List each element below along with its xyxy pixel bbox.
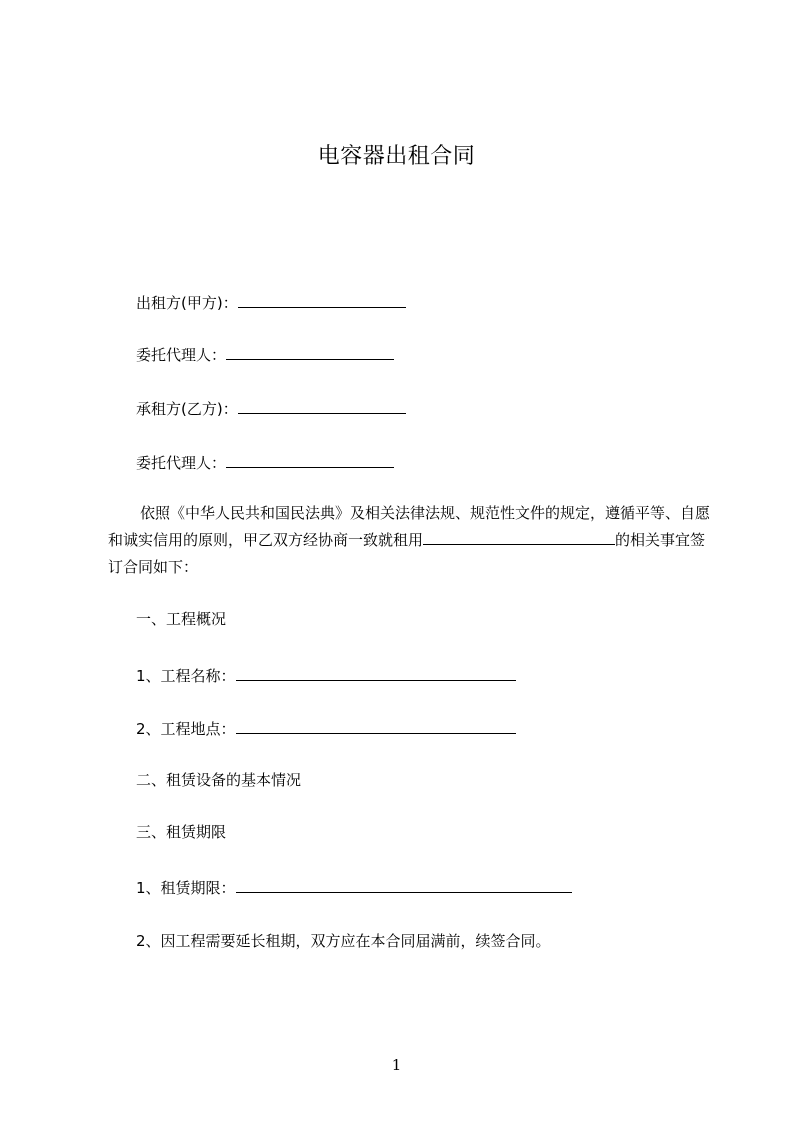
lease-extension-clause: 2、因工程需要延长租期，双方应在本合同届满前，续签合同。: [136, 932, 551, 950]
lessor-line: [136, 290, 406, 314]
lessor-blank[interactable]: [238, 290, 406, 308]
project-location-blank[interactable]: [236, 716, 516, 734]
project-location-label: 2、工程地点：: [136, 720, 236, 738]
project-name-label: 1、工程名称：: [136, 667, 236, 685]
lessee-agent-label: 委托代理人：: [136, 454, 227, 472]
lessee-line: [136, 396, 406, 420]
lessee-agent-blank[interactable]: [226, 450, 394, 468]
project-location-line: [136, 716, 516, 740]
lessor-agent-label: 委托代理人：: [136, 346, 227, 364]
lessor-label: 出租方(甲方)：: [136, 294, 238, 312]
project-name-line: [136, 663, 516, 687]
rental-item-blank[interactable]: [423, 527, 615, 545]
preamble-part1: 依照《中华人民共和国民法典》及相关法律法规、规范性文件的规定，遵循平等、自愿和诚实信用的原则，甲乙双方经协商一致就租用: [108, 504, 711, 549]
project-name-blank[interactable]: [236, 663, 516, 681]
lessee-label: 承租方(乙方)：: [136, 400, 238, 418]
lease-term-label: 1、租赁期限：: [136, 879, 236, 897]
preamble-part2: 的相关事宜签订合同如下：: [108, 531, 706, 576]
lessor-agent-line: [136, 342, 394, 366]
preamble-paragraph: [108, 500, 713, 581]
document-title: 电容器出租合同: [317, 144, 476, 169]
lease-term-line: [136, 875, 572, 899]
lessor-agent-blank[interactable]: [226, 342, 394, 360]
section-1-heading: 一、工程概况: [136, 610, 227, 628]
lessee-agent-line: [136, 450, 394, 474]
lease-term-blank[interactable]: [236, 875, 572, 893]
page-number: 1: [391, 1056, 402, 1074]
section-3-heading: 三、租赁期限: [136, 823, 227, 841]
lessee-blank[interactable]: [238, 396, 406, 414]
section-2-heading: 二、租赁设备的基本情况: [136, 771, 302, 789]
